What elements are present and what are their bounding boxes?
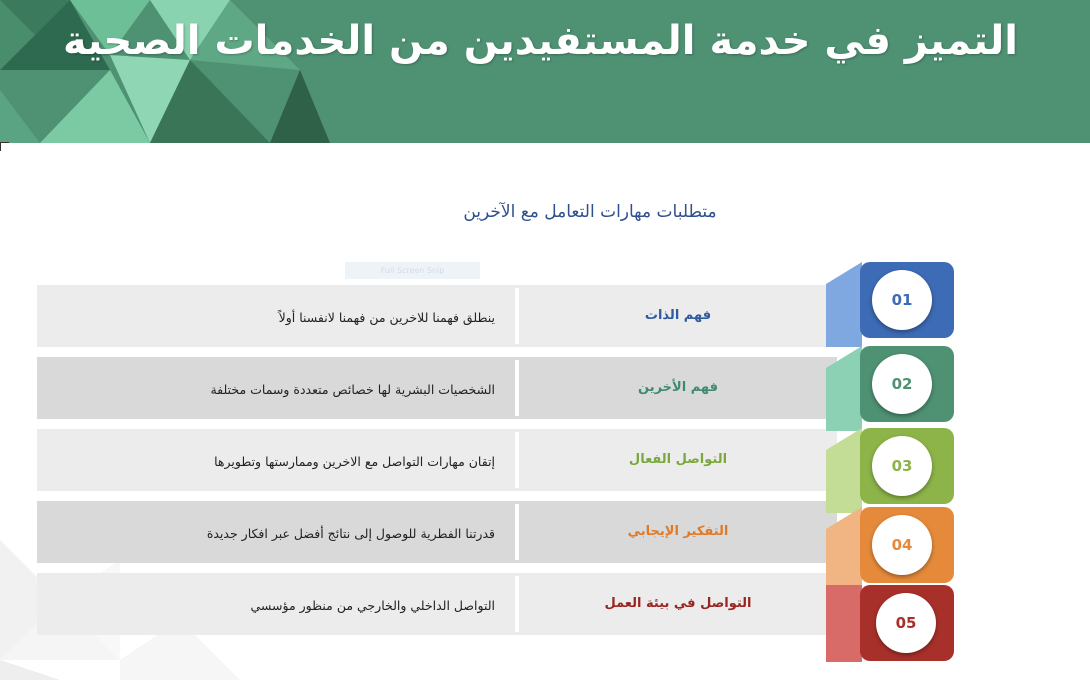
crop-mark (0, 142, 9, 151)
row-description: إتقان مهارات التواصل مع الاخرين وممارستها وتطويرها (214, 454, 495, 469)
row-label: التفكير الإيجابي (627, 524, 729, 539)
numbered-badge (826, 262, 956, 347)
ghost-overlay-text: Full Screen Snip (345, 262, 480, 279)
row-description: ينطلق فهمنا للاخرين من فهمنا لانفسنا أولاً (278, 310, 495, 325)
row-description: قدرتنا الفطرية للوصول إلى نتائج أفضل عبر افكار جديدة (206, 526, 495, 541)
numbered-badge (826, 346, 956, 431)
badge-number: 03 (872, 436, 932, 496)
row-label: التواصل في بيئة العمل (604, 596, 752, 611)
badge-number: 04 (872, 515, 932, 575)
list-item (37, 285, 837, 347)
badge-number: 01 (872, 270, 932, 330)
list-item (37, 573, 837, 635)
badge-number: 02 (872, 354, 932, 414)
page-title: التميز في خدمة المستفيدين من الخدمات الصحية (62, 18, 1018, 64)
row-label: التواصل الفعال (628, 452, 728, 467)
row-description: الشخصيات البشرية لها خصائص متعددة وسمات مختلفة (210, 382, 495, 397)
list-item (37, 357, 837, 419)
numbered-badge (826, 585, 956, 670)
row-label: فهم الأخرين (638, 380, 718, 395)
numbered-badge (826, 507, 956, 592)
badge-number: 05 (876, 593, 936, 653)
row-description: التواصل الداخلي والخارجي من منظور مؤسسي (250, 598, 495, 613)
list-item (37, 429, 837, 491)
section-subtitle: متطلبات مهارات التعامل مع الآخرين (463, 202, 717, 222)
row-label: فهم الذات (644, 308, 712, 323)
numbered-badge (826, 428, 956, 513)
header-banner (0, 0, 1090, 143)
list-item (37, 501, 837, 563)
